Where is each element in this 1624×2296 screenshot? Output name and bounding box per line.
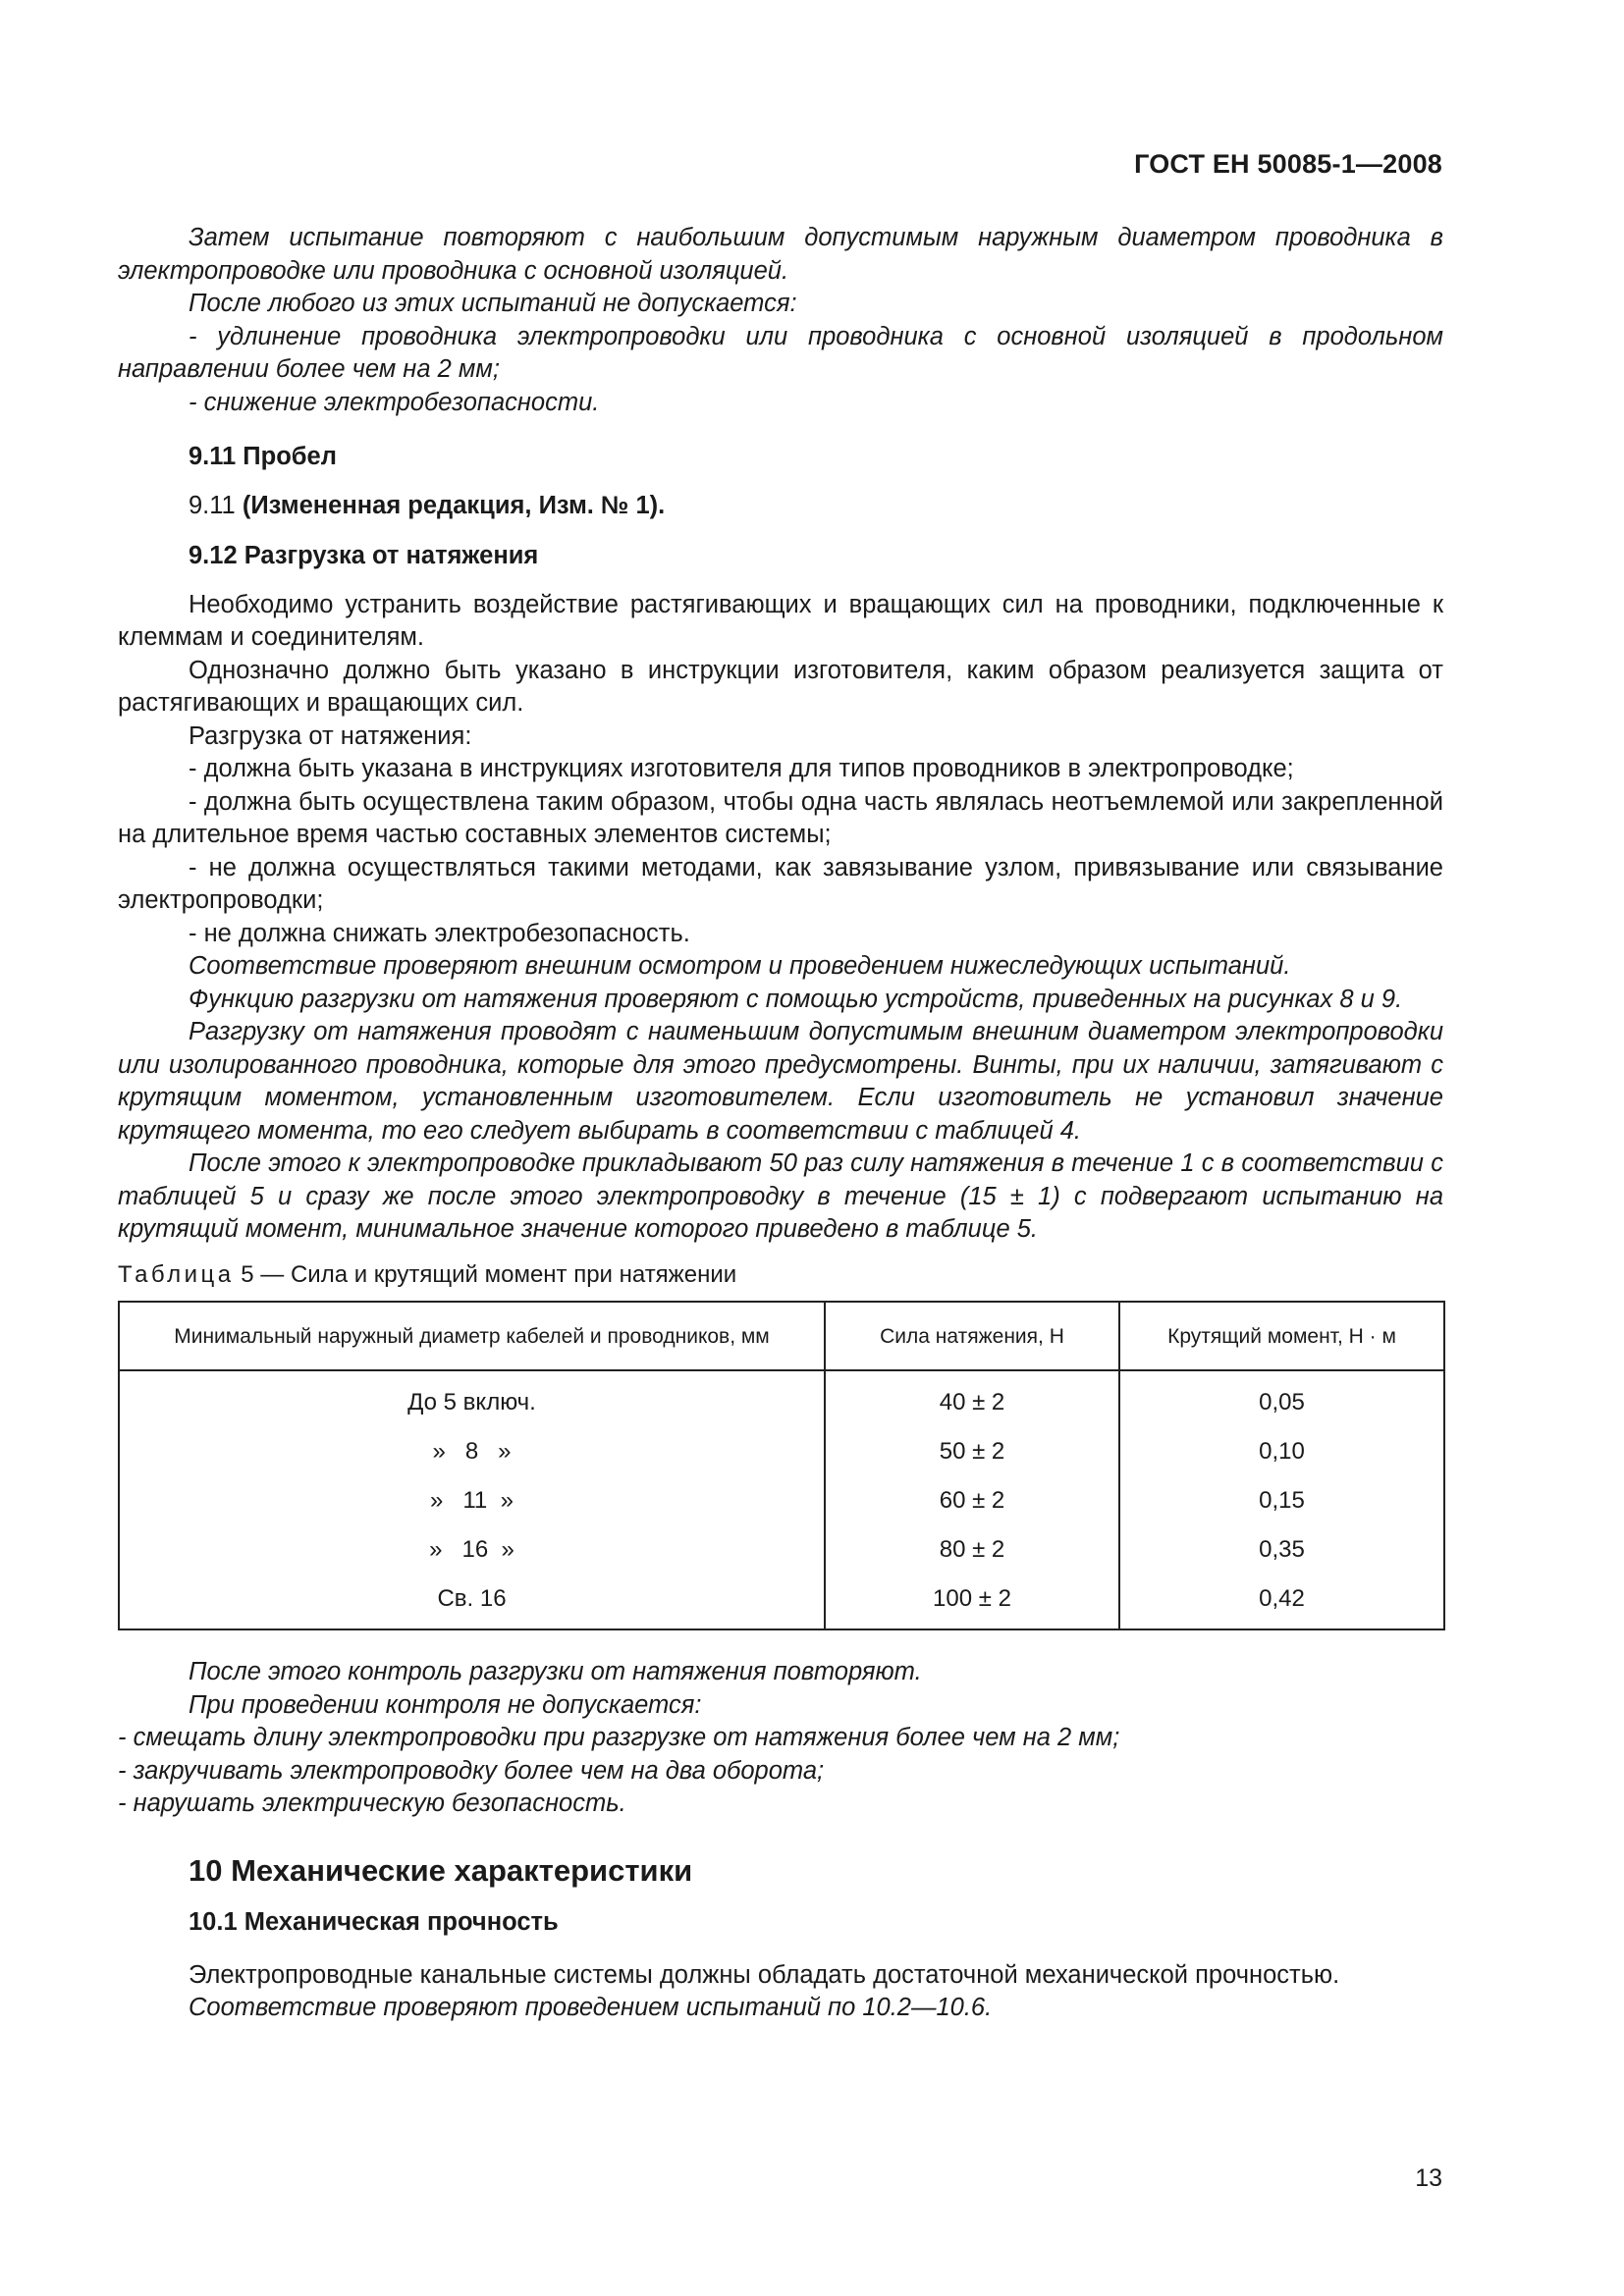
list-item: - не должна снижать электробезопасность.	[189, 919, 690, 947]
table-cell: До 5 включ.	[119, 1370, 825, 1427]
paragraph: После этого к электропроводке прикладывают 50 раз силу натяжения в течение 1 с в соответствии с таблицей 5 и сразу же после этого электропроводку в течение (15 ± 1) с подвергают испытанию на крутящий момент, минимальное значение которого приведено в таблице 5.	[118, 1149, 1443, 1243]
table-cell: » 8 »	[119, 1427, 825, 1476]
paragraph: После этого контроль разгрузки от натяжения повторяют.	[189, 1658, 922, 1685]
section-heading-9-12: 9.12 Разгрузка от натяжения	[189, 542, 539, 569]
table-row	[119, 1575, 1444, 1629]
paragraph: Электропроводные канальные системы должны обладать достаточной механической прочностью.	[189, 1960, 1340, 1989]
table-cell: Св. 16	[119, 1575, 825, 1629]
table-cell: 80 ± 2	[825, 1525, 1119, 1575]
table-caption-title: 5 — Сила и крутящий момент при натяжении	[241, 1260, 737, 1288]
table-header-cell: Минимальный наружный диаметр кабелей и проводников, мм	[119, 1302, 825, 1370]
paragraph: Затем испытание повторяют с наибольшим допустимым наружным диаметром проводника в электропроводке или проводника с основной изоляцией.	[118, 224, 1443, 285]
table-caption-word: Таблица	[118, 1260, 235, 1288]
section-heading-10-1: 10.1 Механическая прочность	[189, 1908, 559, 1936]
amendment-note	[118, 490, 1443, 523]
table-header-cell: Крутящий момент, Н · м	[1119, 1302, 1444, 1370]
paragraph: Функцию разгрузки от натяжения проверяют с помощью устройств, приведенных на рисунках 8 и 9.	[189, 985, 1403, 1013]
section-heading-9-11: 9.11 Пробел	[189, 443, 337, 470]
list-item: - закручивать электропроводку более чем на два оборота;	[118, 1756, 825, 1785]
paragraph: Соответствие проверяют внешним осмотром и проведением нижеследующих испытаний.	[189, 952, 1291, 980]
section-heading-10: 10 Механические характеристики	[189, 1852, 693, 1888]
table-row	[119, 1476, 1444, 1525]
paragraph: Однозначно должно быть указано в инструкции изготовителя, каким образом реализуется защита от растягивающих и вращающих сил.	[118, 656, 1443, 717]
table-cell: 0,05	[1119, 1370, 1444, 1427]
paragraph: Соответствие проверяют проведением испытаний по 10.2—10.6.	[189, 1994, 993, 2021]
table-cell: » 11 »	[119, 1476, 825, 1525]
paragraph: Разгрузка от натяжения:	[189, 721, 472, 750]
table-cell: 60 ± 2	[825, 1476, 1119, 1525]
list-item: - удлинение проводника электропроводки или проводника с основной изоляцией в продольном направлении более чем на 2 мм;	[118, 322, 1443, 383]
list-item: - должна быть осуществлена таким образом, чтобы одна часть являлась неотъемлемой или закрепленной на длительное время частью составных элементов системы;	[118, 787, 1443, 848]
table-caption	[118, 1258, 1443, 1292]
list-item: - не должна осуществляться такими методами, как завязывание узлом, привязывание или связывание электропроводки;	[118, 853, 1443, 914]
table-cell: 0,42	[1119, 1575, 1444, 1629]
list-item: - должна быть указана в инструкциях изготовителя для типов проводников в электропроводке;	[189, 755, 1294, 782]
list-item: - смещать длину электропроводки при разгрузке от натяжения более чем на 2 мм;	[118, 1724, 1120, 1751]
table-cell: 0,15	[1119, 1476, 1444, 1525]
doc-code: ГОСТ ЕН 50085-1—2008	[1134, 149, 1442, 179]
table-cell: 0,35	[1119, 1525, 1444, 1575]
table-row	[119, 1370, 1444, 1427]
paragraph: При проведении контроля не допускается:	[189, 1690, 702, 1719]
table-header-row	[119, 1302, 1444, 1370]
strain-relief-table	[118, 1301, 1445, 1630]
table-cell: 40 ± 2	[825, 1370, 1119, 1427]
page-number: 13	[1415, 2164, 1442, 2192]
table-cell: 100 ± 2	[825, 1575, 1119, 1629]
table-row	[119, 1427, 1444, 1476]
table-header-cell: Сила натяжения, Н	[825, 1302, 1119, 1370]
table-cell: 0,10	[1119, 1427, 1444, 1476]
paragraph: Разгрузку от натяжения проводят с наименьшим допустимым внешним диаметром электропроводки или изолированного проводника, которые для этого предусмотрены. Винты, при их наличии, затягивают с крутящим моментом, установленным изготовителем. Если изготовитель не установил значение крутящего момента, то его следует выбирать в соответствии с таблицей 4.	[118, 1018, 1443, 1145]
document-body	[118, 222, 1443, 2025]
amendment-text: (Измененная редакция, Изм. № 1).	[242, 491, 666, 519]
list-item: - нарушать электрическую безопасность.	[118, 1789, 626, 1817]
paragraph: После любого из этих испытаний не допускается:	[189, 290, 797, 317]
table-cell: 50 ± 2	[825, 1427, 1119, 1476]
table-row	[119, 1525, 1444, 1575]
paragraph: Необходимо устранить воздействие растягивающих и вращающих сил на проводники, подключенные к клеммам и соединителям.	[118, 590, 1443, 651]
table-cell: » 16 »	[119, 1525, 825, 1575]
amendment-number: 9.11	[189, 491, 236, 519]
list-item: - снижение электробезопасности.	[189, 388, 600, 416]
